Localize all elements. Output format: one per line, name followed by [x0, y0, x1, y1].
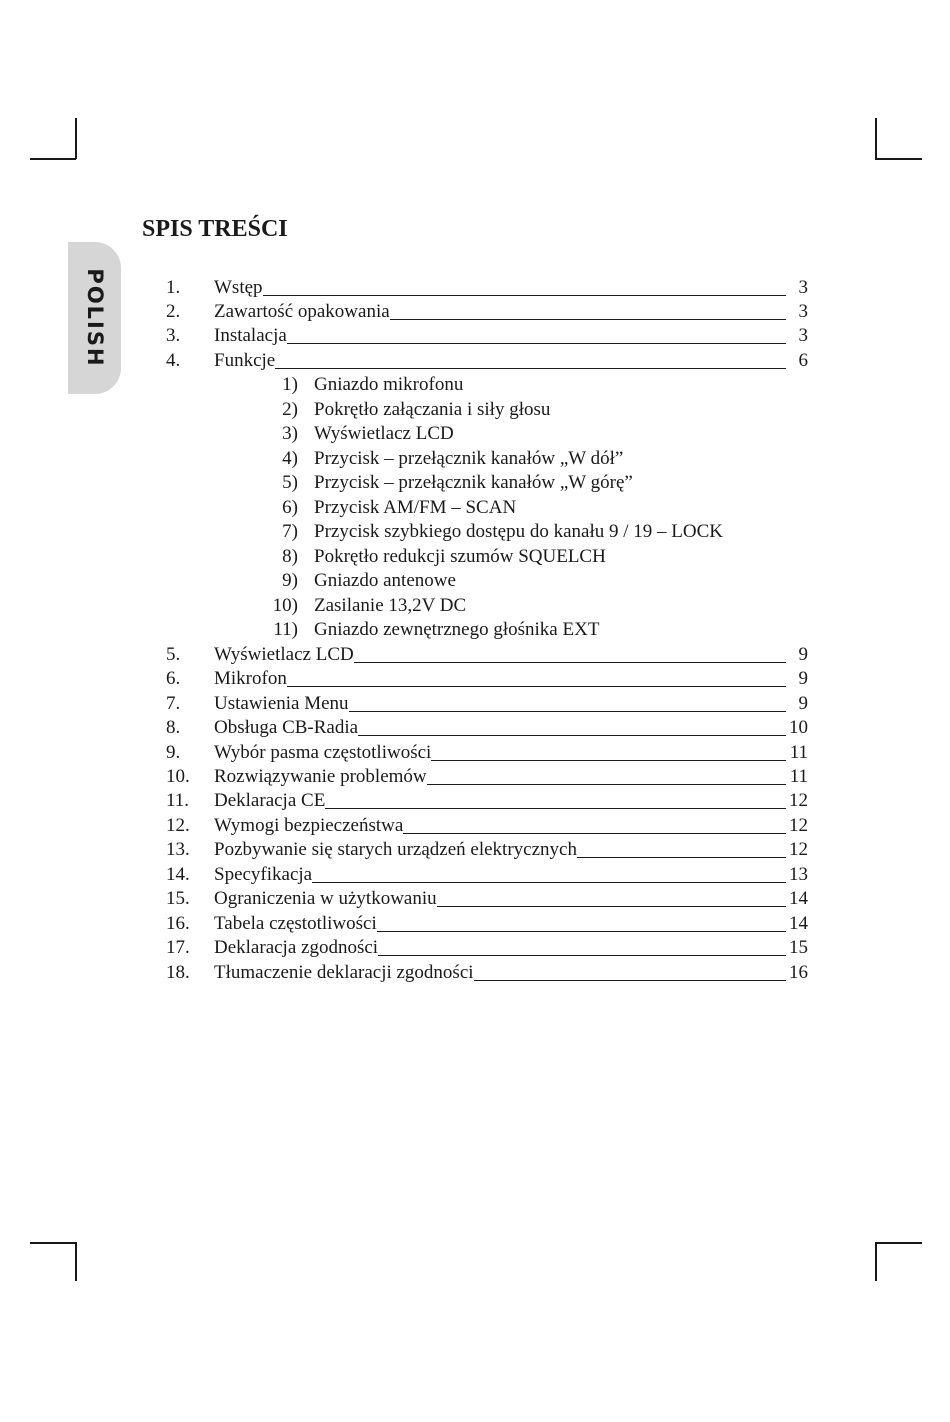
toc-entry-number: 8. — [166, 717, 181, 738]
toc-subentry-number-box — [222, 373, 298, 397]
toc-entry — [166, 936, 808, 960]
toc-entry-page: 12 — [789, 815, 808, 836]
toc-subentry — [222, 422, 822, 446]
toc-entry-leader-line — [287, 324, 786, 344]
toc-entry — [166, 349, 808, 373]
toc-entry-title: Wymogi bezpieczeństwa — [214, 815, 404, 836]
toc-entry-number: 13. — [166, 839, 190, 860]
toc-entry-number: 5. — [166, 644, 181, 665]
toc-entry-title: Wstęp — [214, 277, 263, 298]
toc-subentry-number: 4) — [282, 447, 298, 469]
toc-entry — [166, 961, 808, 985]
toc-entry-leader-line — [403, 814, 786, 834]
toc-entry-number: 3. — [166, 325, 181, 346]
toc-entry-title: Deklaracja zgodności — [214, 937, 379, 958]
toc-subentry-number-box — [222, 422, 298, 446]
toc-entry-leader — [214, 349, 786, 373]
toc-entry — [166, 667, 808, 691]
toc-entry-title: Zawartość opakowania — [214, 301, 390, 322]
toc-subentry-number-box — [222, 618, 298, 642]
toc-subentry-number: 10) — [272, 594, 298, 616]
toc-entry-leader — [214, 667, 786, 691]
toc-subentry-number-box — [222, 471, 298, 495]
toc-entry-leader-line — [474, 961, 786, 981]
toc-entry-number: 6. — [166, 668, 181, 689]
toc-subentry-number: 11) — [273, 619, 298, 640]
toc-entry — [166, 863, 808, 887]
toc-subentry-number-box — [222, 545, 298, 569]
toc-entry — [166, 838, 808, 862]
toc-subentry-number-box — [222, 569, 298, 593]
crop-mark-bottom-left-horizontal — [30, 1242, 76, 1244]
toc-entry-number: 1. — [166, 277, 181, 298]
crop-mark-bottom-right-vertical — [875, 1242, 877, 1281]
crop-mark-bottom-left-vertical — [75, 1242, 77, 1281]
toc-subentry-title: Zasilanie 13,2V DC — [314, 594, 467, 616]
toc-entry — [166, 692, 808, 716]
toc-subentry — [222, 520, 822, 544]
toc-entry-leader-line — [275, 349, 786, 369]
toc-entry — [166, 814, 808, 838]
toc-entry-page: 16 — [789, 962, 808, 983]
toc-entry-leader-line — [390, 300, 786, 320]
toc-entry-leader-line — [358, 716, 786, 736]
toc-entry-title: Tabela częstotliwości — [214, 913, 377, 934]
toc-entry-number: 18. — [166, 962, 190, 983]
toc-entry-title: Mikrofon — [214, 668, 287, 689]
toc-subentry — [222, 618, 822, 642]
toc-entry-title: Deklaracja CE — [214, 790, 326, 811]
toc-subentry-title: Pokrętło załączania i siły głosu — [314, 398, 551, 420]
crop-mark-top-right-vertical — [875, 118, 877, 159]
toc-entry — [166, 643, 808, 667]
toc-entry-leader-line — [349, 692, 786, 712]
toc-entry-page: 3 — [798, 301, 808, 322]
toc-entry-page: 14 — [789, 913, 808, 934]
toc-entry-title: Ograniczenia w użytkowaniu — [214, 888, 437, 909]
toc-entry-leader-line — [431, 741, 786, 761]
toc-entry-number: 17. — [166, 937, 190, 958]
toc-entry — [166, 741, 808, 765]
toc-subentry-title: Przycisk AM/FM – SCAN — [314, 496, 517, 518]
toc-entry-page: 6 — [798, 350, 808, 371]
toc-entry-title: Wybór pasma częstotliwości — [214, 742, 432, 763]
toc-subentry-number-box — [222, 447, 298, 471]
crop-mark-top-left-vertical — [75, 118, 77, 159]
toc-subentry-title: Gniazdo mikrofonu — [314, 374, 464, 395]
toc-entry-title: Rozwiązywanie problemów — [214, 766, 427, 787]
toc-entry-leader-line — [377, 912, 786, 932]
toc-entry-leader — [214, 324, 786, 348]
toc-entry-number: 15. — [166, 888, 190, 909]
toc-entry-page: 9 — [798, 644, 808, 665]
toc-subentry-title: Przycisk – przełącznik kanałów „W dół” — [314, 447, 624, 469]
toc-entry-title: Instalacja — [214, 325, 287, 346]
toc-entry-page: 12 — [789, 790, 808, 811]
toc-subentry — [222, 569, 822, 593]
toc-entry-page: 13 — [789, 864, 808, 885]
toc-subentry-number-box — [222, 520, 298, 544]
toc-subentry-number-box — [222, 496, 298, 520]
toc-subentry — [222, 471, 822, 495]
crop-mark-bottom-right-horizontal — [875, 1242, 922, 1244]
toc-entry-page: 11 — [789, 766, 808, 787]
toc-subentry-number-box — [222, 594, 298, 618]
toc-subentry-title: Pokrętło redukcji szumów SQUELCH — [314, 545, 606, 567]
toc-entry — [166, 716, 808, 740]
toc-subentry-title: Przycisk szybkiego dostępu do kanału 9 / 19 – LOCK — [314, 521, 723, 542]
toc-entry-leader — [214, 276, 786, 300]
toc-entry-page: 3 — [798, 325, 808, 346]
toc-entry-leader-line — [263, 276, 786, 296]
toc-subentry-title: Gniazdo antenowe — [314, 570, 456, 591]
toc-entry-number: 10. — [166, 766, 190, 787]
toc-entry-page: 14 — [789, 888, 808, 909]
toc-entry-number: 2. — [166, 301, 181, 322]
toc-entry-number: 14. — [166, 864, 190, 885]
toc-entry — [166, 887, 808, 911]
toc-subentry — [222, 373, 822, 397]
toc-subentry-number: 1) — [282, 374, 298, 395]
toc-entry — [166, 789, 808, 813]
toc-entry-title: Tłumaczenie deklaracji zgodności — [214, 962, 474, 983]
toc-subentry-title: Gniazdo zewnętrznego głośnika EXT — [314, 619, 600, 640]
toc-entry-page: 11 — [789, 742, 808, 763]
toc-subentry-number: 8) — [282, 545, 298, 567]
toc-entry — [166, 912, 808, 936]
toc-subentry — [222, 398, 822, 422]
toc-entry-leader-line — [427, 765, 786, 785]
toc-subentry-title: Wyświetlacz LCD — [314, 423, 454, 444]
toc-subentry-number: 2) — [282, 398, 298, 420]
toc-entry-title: Pozbywanie się starych urządzeń elektrycznych — [214, 839, 577, 860]
toc-entry-leader-line — [378, 936, 786, 956]
toc-entry-leader-line — [325, 789, 786, 809]
toc-entry-leader-line — [437, 887, 786, 907]
toc-entry — [166, 324, 808, 348]
toc-entry — [166, 276, 808, 300]
toc-entry-page: 9 — [798, 668, 808, 689]
toc-entry-number: 11. — [166, 790, 190, 811]
toc-entry-title: Ustawienia Menu — [214, 693, 349, 714]
toc-entry-leader-line — [287, 667, 786, 687]
toc-entry-title: Wyświetlacz LCD — [214, 644, 354, 665]
toc-entry-leader-line — [577, 838, 786, 858]
toc-subentry-number: 5) — [282, 472, 298, 493]
toc-subentry-number: 6) — [282, 496, 298, 518]
toc-entry-number: 12. — [166, 815, 190, 836]
toc-entry-leader-line — [312, 863, 786, 883]
toc-subentry — [222, 496, 822, 520]
toc-entry-number: 16. — [166, 913, 190, 934]
toc-subentry-number: 7) — [282, 521, 298, 542]
toc-entry-page: 3 — [798, 277, 808, 298]
toc-subentry — [222, 447, 822, 471]
toc-subentry — [222, 545, 822, 569]
toc-entry-number: 7. — [166, 693, 181, 714]
toc-subentry — [222, 594, 822, 618]
toc-subentry-number: 9) — [282, 570, 298, 591]
page-title: SPIS TREŚCI — [142, 216, 288, 242]
toc-entry-page: 12 — [789, 839, 808, 860]
toc-entry-title: Funkcje — [214, 350, 276, 371]
toc-entry-number: 9. — [166, 742, 181, 763]
toc-entry-leader-line — [354, 643, 786, 663]
toc-entry-number: 4. — [166, 350, 181, 371]
crop-mark-top-left-horizontal — [30, 158, 76, 160]
toc-entry-title: Obsługa CB-Radia — [214, 717, 359, 738]
toc-subentry-number: 3) — [282, 423, 298, 444]
toc-entry-page: 10 — [789, 717, 808, 738]
toc-entry-title: Specyfikacja — [214, 864, 313, 885]
toc-entry — [166, 765, 808, 789]
toc-entry — [166, 300, 808, 324]
toc-subentry-title: Przycisk – przełącznik kanałów „W górę” — [314, 472, 633, 493]
crop-mark-top-right-horizontal — [875, 158, 922, 160]
language-tab-label: POLISH — [83, 268, 107, 368]
toc-entry-page: 9 — [798, 693, 808, 714]
toc-subentry-number-box — [222, 398, 298, 422]
toc-entry-page: 15 — [789, 937, 808, 958]
